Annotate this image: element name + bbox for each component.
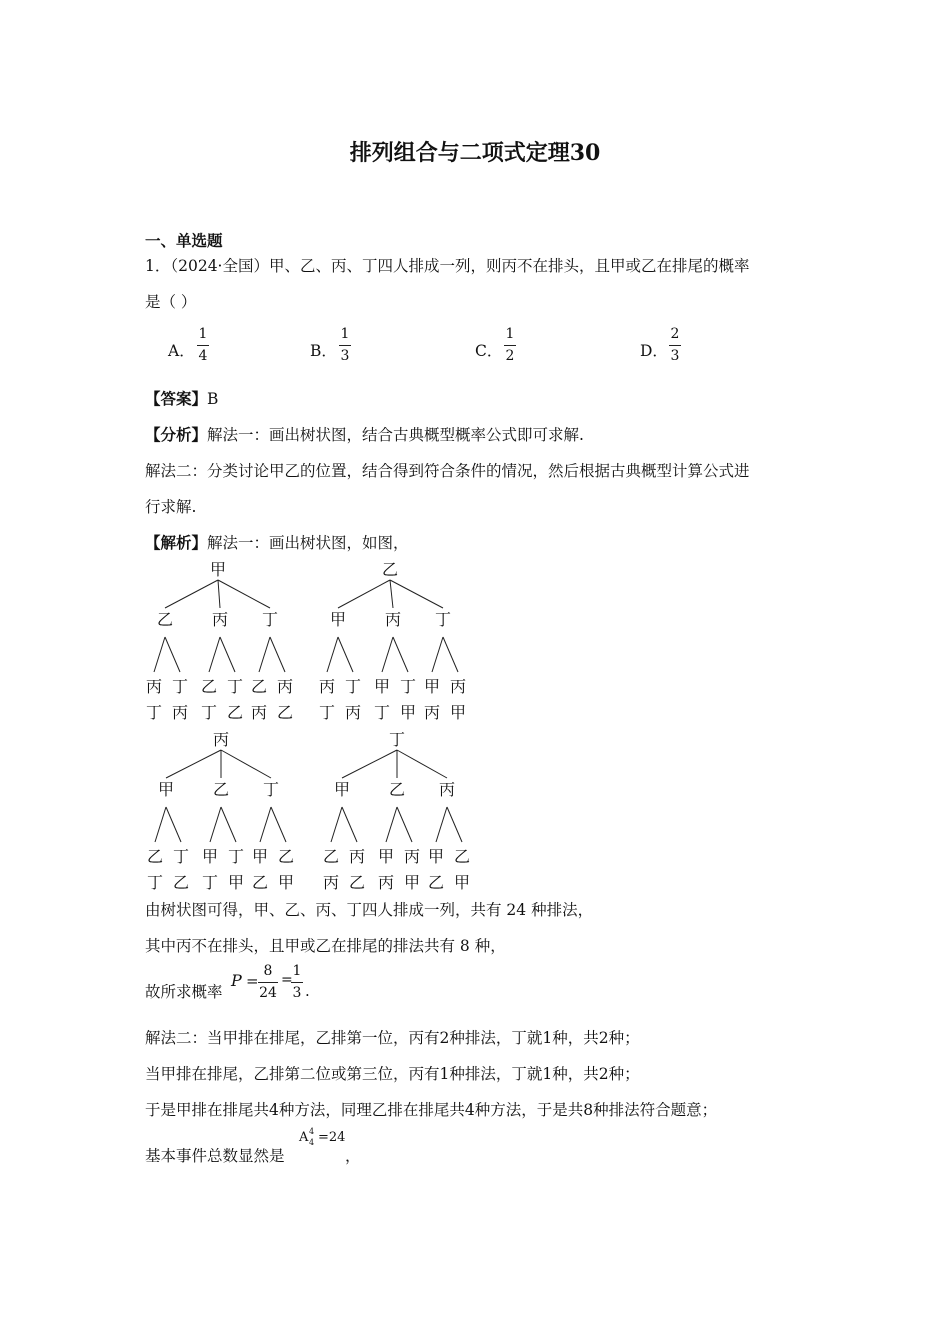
tree-leaf-2: 甲 bbox=[403, 873, 421, 892]
tree-leaf-2: 乙 bbox=[226, 703, 244, 722]
tree-child: 甲 bbox=[333, 780, 351, 799]
tree-leaf-2: 丁 bbox=[145, 703, 163, 722]
formula-num-2: 1 bbox=[292, 963, 302, 979]
tree-leaf-2: 乙 bbox=[348, 873, 366, 892]
tree-leaf-1: 乙 bbox=[277, 847, 295, 866]
tree-leaf-2: 丙 bbox=[377, 873, 395, 892]
tree-leaf-2: 丁 bbox=[200, 703, 218, 722]
tree-child: 丁 bbox=[434, 610, 452, 629]
tree-leaf-1: 丁 bbox=[226, 677, 244, 696]
solution-intro-text: 解法一：画出树状图，如图， bbox=[207, 534, 409, 552]
tree-branch bbox=[270, 637, 285, 672]
tree-branch bbox=[165, 637, 180, 672]
option-numerator: 1 bbox=[340, 326, 350, 342]
tree-leaf-1: 乙 bbox=[322, 847, 340, 866]
tree-child: 丙 bbox=[438, 780, 456, 799]
tree-leaf-1: 丁 bbox=[344, 677, 362, 696]
tree-leaf-1: 丙 bbox=[348, 847, 366, 866]
tree-branch bbox=[342, 750, 397, 778]
formula-eq1: = bbox=[246, 972, 259, 990]
tree-branch bbox=[221, 750, 271, 778]
analysis-line-2: 解法二：分类讨论甲乙的位置，结合得到符合条件的情况，然后根据古典概型计算公式进 bbox=[145, 462, 750, 480]
option-denominator: 2 bbox=[505, 348, 515, 364]
answer-text: B bbox=[207, 390, 219, 408]
tree-leaf-1: 丙 bbox=[276, 677, 294, 696]
tree-leaf-2: 丁 bbox=[146, 873, 164, 892]
tree-leaf-2: 乙 bbox=[251, 873, 269, 892]
tree-branch bbox=[260, 807, 271, 842]
tree-branch bbox=[259, 637, 270, 672]
tree-branch bbox=[382, 637, 393, 672]
formula-den-1: 24 bbox=[259, 985, 277, 1001]
tree-child: 甲 bbox=[329, 610, 347, 629]
formula-p: P bbox=[231, 971, 242, 990]
option-denominator: 3 bbox=[670, 348, 680, 364]
tree-branch bbox=[436, 807, 447, 842]
tree-branch bbox=[338, 637, 353, 672]
tree-child: 乙 bbox=[212, 780, 230, 799]
tree-branch bbox=[218, 580, 220, 608]
perm-rest: =24 bbox=[318, 1130, 346, 1145]
tree-leaf-1: 甲 bbox=[201, 847, 219, 866]
tree-leaf-2: 甲 bbox=[277, 873, 295, 892]
tree-leaf-2: 甲 bbox=[399, 703, 417, 722]
option-label: C． bbox=[475, 342, 503, 360]
tree-branch bbox=[209, 637, 220, 672]
solution-tag: 【解析】 bbox=[145, 533, 208, 552]
tree-leaf-2: 丁 bbox=[373, 703, 391, 722]
perm-comma: ， bbox=[345, 1147, 361, 1165]
section-heading: 一、单选题 bbox=[145, 231, 223, 250]
page-title: 排列组合与二项式定理30 bbox=[349, 140, 601, 166]
tree-leaf-2: 丙 bbox=[250, 703, 268, 722]
option-denominator: 4 bbox=[198, 348, 208, 364]
tree-leaf-2: 甲 bbox=[453, 873, 471, 892]
tree-branch bbox=[218, 580, 270, 608]
tree-leaf-2: 丙 bbox=[322, 873, 340, 892]
tree-branch bbox=[331, 807, 342, 842]
tree-branch bbox=[166, 750, 221, 778]
formula-frac-2 bbox=[291, 963, 303, 1002]
tree-child: 乙 bbox=[388, 780, 406, 799]
solution-line-g: 基本事件总数显然是 bbox=[145, 1147, 285, 1165]
tree-leaf-2: 丁 bbox=[318, 703, 336, 722]
tree-branch bbox=[447, 807, 462, 842]
solution-line-f: 于是甲排在排尾共4种方法，同理乙排在排尾共4种方法，于是共8种排法符合题意； bbox=[145, 1101, 718, 1119]
option-denominator: 3 bbox=[340, 348, 350, 364]
tree-branch bbox=[166, 807, 181, 842]
tree-leaf-1: 丙 bbox=[318, 677, 336, 696]
tree-child: 丁 bbox=[261, 610, 279, 629]
tree-branch bbox=[154, 637, 165, 672]
tree-leaf-1: 乙 bbox=[146, 847, 164, 866]
tree-leaf-2: 甲 bbox=[449, 703, 467, 722]
solution-line-a: 由树状图可得，甲、乙、丙、丁四人排成一列，共有 24 种排法， bbox=[145, 901, 594, 919]
tree-leaf-1: 乙 bbox=[200, 677, 218, 696]
tree-child: 甲 bbox=[157, 780, 175, 799]
tree-branch bbox=[397, 750, 447, 778]
tree-leaf-1: 丁 bbox=[399, 677, 417, 696]
analysis-tag: 【分析】 bbox=[145, 425, 208, 444]
tree-leaf-1: 乙 bbox=[453, 847, 471, 866]
tree-branch bbox=[432, 637, 443, 672]
tree-leaf-1: 甲 bbox=[377, 847, 395, 866]
option-numerator: 1 bbox=[198, 326, 208, 342]
tree-leaf-1: 丁 bbox=[172, 847, 190, 866]
formula-frac-1 bbox=[258, 963, 278, 1002]
option-numerator: 1 bbox=[505, 326, 515, 342]
tree-leaf-1: 丙 bbox=[145, 677, 163, 696]
tree-child: 丙 bbox=[211, 610, 229, 629]
formula-end: . bbox=[305, 982, 310, 1000]
formula-eq2: = bbox=[281, 972, 293, 988]
option-label: B． bbox=[310, 342, 337, 360]
tree-leaf-1: 丁 bbox=[227, 847, 245, 866]
answer-tag: 【答案】 bbox=[145, 389, 208, 408]
tree-child: 丁 bbox=[262, 780, 280, 799]
tree-root: 乙 bbox=[381, 560, 399, 579]
tree-leaf-1: 甲 bbox=[251, 847, 269, 866]
solution-line-e: 当甲排在排尾，乙排第二位或第三位，丙有1种排法，丁就1种，共2种； bbox=[145, 1065, 640, 1083]
tree-leaf-2: 乙 bbox=[172, 873, 190, 892]
tree-child: 乙 bbox=[156, 610, 174, 629]
tree-leaf-2: 丙 bbox=[344, 703, 362, 722]
question-line-1: 1．（2024·全国）甲、乙、丙、丁四人排成一列，则丙不在排头，且甲或乙在排尾的概率 bbox=[145, 257, 750, 275]
tree-root: 甲 bbox=[209, 560, 227, 579]
tree-child: 丙 bbox=[384, 610, 402, 629]
tree-leaf-2: 丙 bbox=[423, 703, 441, 722]
option-label: D． bbox=[640, 342, 668, 360]
solution-line-b: 其中丙不在排头，且甲或乙在排尾的排法共有 8 种， bbox=[145, 937, 506, 955]
tree-leaf-1: 甲 bbox=[423, 677, 441, 696]
tree-leaf-1: 丁 bbox=[171, 677, 189, 696]
tree-leaf-1: 丙 bbox=[449, 677, 467, 696]
tree-branch bbox=[220, 637, 235, 672]
tree-branch bbox=[271, 807, 286, 842]
tree-branch bbox=[397, 807, 412, 842]
tree-branch bbox=[386, 807, 397, 842]
question-line-2: 是（ ） bbox=[145, 293, 197, 311]
tree-leaf-2: 甲 bbox=[227, 873, 245, 892]
tree-branch bbox=[155, 807, 166, 842]
tree-branch bbox=[327, 637, 338, 672]
perm-sub: 4 bbox=[309, 1138, 315, 1147]
tree-branch bbox=[393, 637, 408, 672]
solution-line-d: 解法二：当甲排在排尾，乙排第一位，丙有2种排法，丁就1种，共2种； bbox=[145, 1029, 640, 1047]
tree-branch bbox=[342, 807, 357, 842]
tree-branch bbox=[390, 580, 443, 608]
analysis-line-3: 行求解. bbox=[145, 498, 197, 516]
tree-leaf-2: 乙 bbox=[427, 873, 445, 892]
tree-leaf-1: 甲 bbox=[427, 847, 445, 866]
solution-line-c: 故所求概率 bbox=[145, 983, 223, 1001]
perm-sup: 4 bbox=[309, 1127, 315, 1136]
formula-den-2: 3 bbox=[292, 985, 302, 1001]
tree-leaf-1: 乙 bbox=[250, 677, 268, 696]
tree-branch bbox=[221, 807, 236, 842]
tree-branch bbox=[443, 637, 458, 672]
tree-root: 丙 bbox=[212, 730, 230, 749]
tree-branch bbox=[338, 580, 390, 608]
tree-leaf-2: 乙 bbox=[276, 703, 294, 722]
tree-branch bbox=[210, 807, 221, 842]
perm-a: A bbox=[299, 1130, 309, 1145]
analysis-text-1: 解法一：画出树状图，结合古典概型概率公式即可求解. bbox=[207, 426, 584, 444]
tree-leaf-2: 丙 bbox=[171, 703, 189, 722]
formula-num-1: 8 bbox=[263, 963, 273, 979]
option-numerator: 2 bbox=[670, 326, 680, 342]
tree-leaf-1: 甲 bbox=[373, 677, 391, 696]
tree-branch bbox=[390, 580, 393, 608]
option-label: A． bbox=[168, 342, 195, 360]
tree-leaf-2: 丁 bbox=[201, 873, 219, 892]
tree-branch bbox=[165, 580, 218, 608]
tree-root: 丁 bbox=[388, 730, 406, 749]
tree-leaf-1: 丙 bbox=[403, 847, 421, 866]
